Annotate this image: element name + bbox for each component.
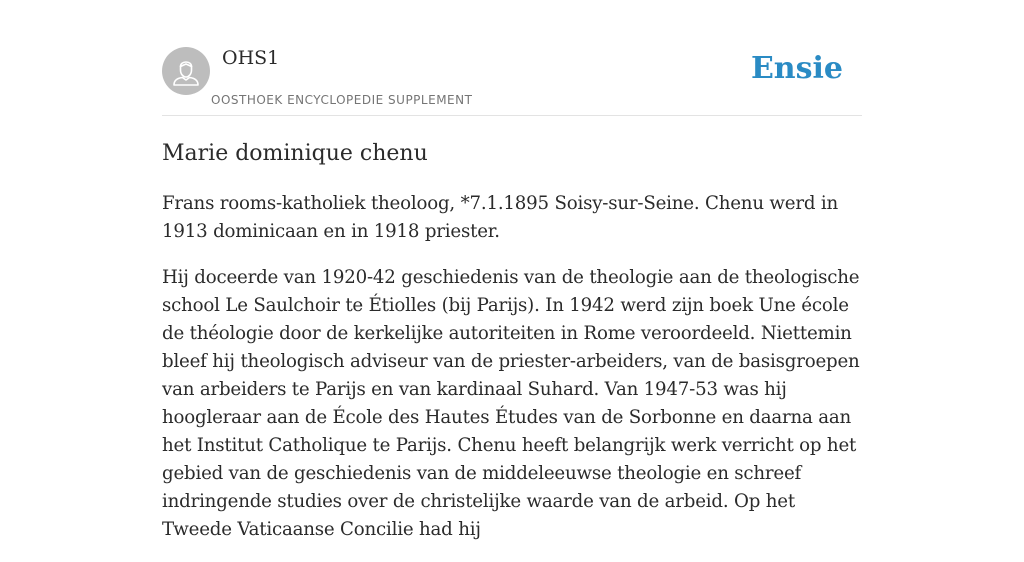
brand-logo[interactable]: Ensie	[750, 51, 843, 86]
source-label[interactable]: OOSTHOEK ENCYCLOPEDIE SUPPLEMENT	[211, 93, 473, 107]
article	[162, 138, 864, 562]
author-avatar[interactable]	[162, 47, 210, 95]
article-paragraph: Frans rooms-katholiek theoloog, *7.1.1895 Soisy-sur-Seine. Chenu werd in 1913 dominicaan en in 1918 priester.	[162, 193, 838, 242]
article-title: Marie dominique chenu	[162, 141, 428, 166]
user-silhouette-icon	[162, 47, 210, 95]
author-name[interactable]: OHS1	[222, 47, 280, 69]
article-paragraph: Hij doceerde van 1920-42 geschiedenis van de theologie aan de theologische school Le Saulchoir te Étiolles (bij Parijs). In 1942 werd zijn boek Une école de théologie door de kerkelijke autoriteiten in Rome veroordeeld. Niettemin bleef hij theologisch adviseur van de priester-arbeiders, van de basisgroepen van arbeiders te Parijs en van kardinaal Suhard. Van 1947-53 was hij hoogleraar aan de École des Hautes Études van de Sorbonne en daarna aan het Institut Catholique te Parijs. Chenu heeft belangrijk werk verricht op het gebied van de geschiedenis van de middeleeuwse theologie en schreef indringende studies over de christelijke waarde van de arbeid. Op het Tweede Vaticaanse Concilie had hij	[162, 267, 860, 540]
header-divider	[162, 115, 862, 116]
